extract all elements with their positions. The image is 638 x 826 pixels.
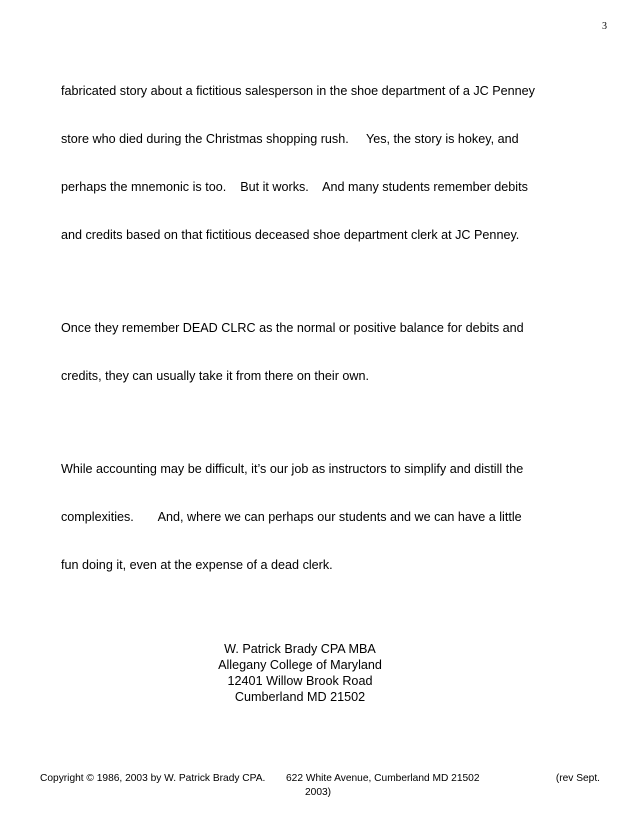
author-street: 12401 Willow Brook Road xyxy=(227,674,373,688)
text-line: complexities. And, where we can perhaps our students and we can have a little xyxy=(61,510,522,524)
footer-revision: (rev Sept. xyxy=(555,773,600,784)
author-name: W. Patrick Brady CPA MBA xyxy=(224,642,376,656)
paragraph-2 xyxy=(61,288,551,416)
text-line: credits, they can usually take it from there on their own. xyxy=(61,369,369,383)
text-line: perhaps the mnemonic is too. But it works. And many students remember debits xyxy=(61,180,528,194)
text-line: While accounting may be difficult, it’s our job as instructors to simplify and distill the xyxy=(61,462,524,476)
text-line: store who died during the Christmas shopping rush. Yes, the story is hokey, and xyxy=(61,132,519,146)
author-address-block xyxy=(0,641,600,705)
text-line: and credits based on that fictitious deceased shoe department clerk at JC Penney. xyxy=(61,228,520,242)
paragraph-3 xyxy=(61,429,551,605)
footer-copyright: Copyright © 1986, 2003 by W. Patrick Brady CPA. xyxy=(40,773,266,784)
footer-revision-continued: 2003) xyxy=(305,787,332,798)
author-institution: Allegany College of Maryland xyxy=(218,658,382,672)
footer-address: 622 White Avenue, Cumberland MD 21502 xyxy=(286,773,480,784)
body-text xyxy=(61,51,551,618)
text-line: fun doing it, even at the expense of a dead clerk. xyxy=(61,558,333,572)
author-city: Cumberland MD 21502 xyxy=(234,690,366,704)
text-line: Once they remember DEAD CLRC as the normal or positive balance for debits and xyxy=(61,321,524,335)
page-number: 3 xyxy=(602,21,607,32)
paragraph-1 xyxy=(61,51,551,275)
text-line: fabricated story about a fictitious salesperson in the shoe department of a JC Penney xyxy=(61,84,535,98)
